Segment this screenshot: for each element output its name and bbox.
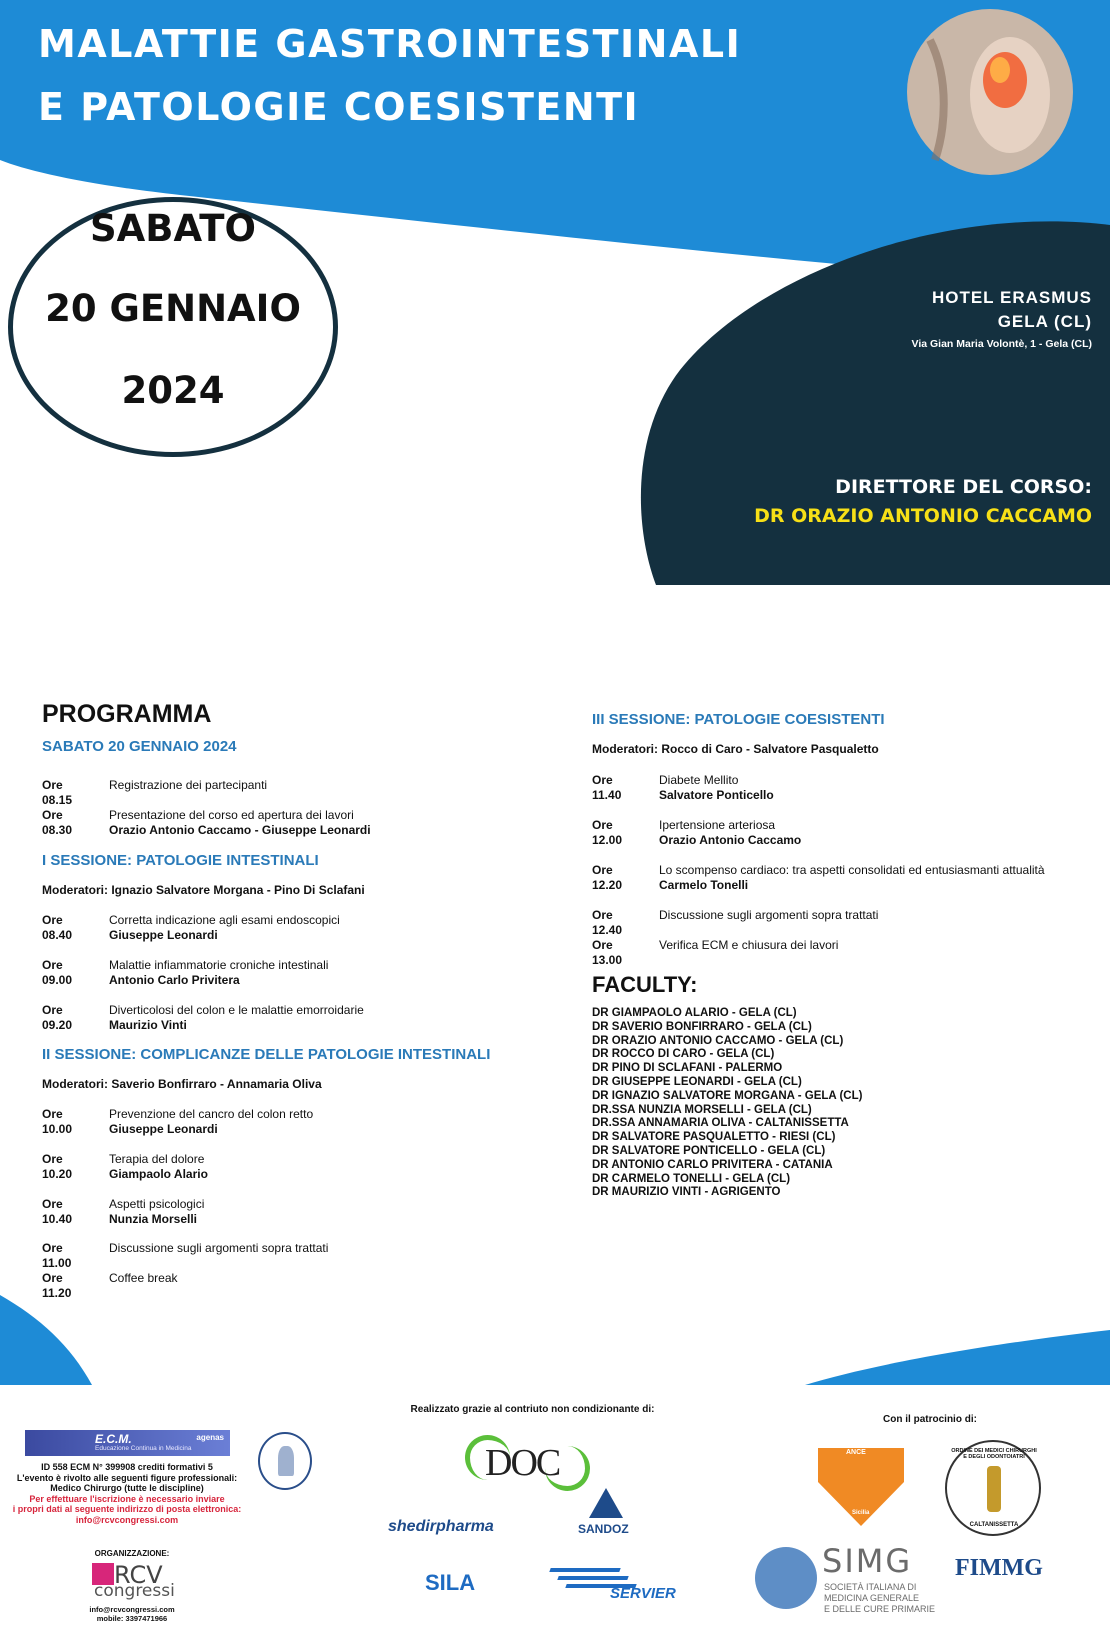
- ecm-banner: E.C.M. Educazione Continua in Medicina agenas: [25, 1430, 230, 1456]
- session1-title: I SESSIONE: PATOLOGIE INTESTINALI: [42, 852, 319, 869]
- ordine-medici-seal-icon: ORDINE DEI MEDICI CHIRURGHI E DEGLI ODONTOIATRI CALTANISSETTA: [945, 1440, 1041, 1536]
- faculty-member: DR SALVATORE PONTICELLO - GELA (CL): [592, 1144, 826, 1157]
- faculty-member: DR GIAMPAOLO ALARIO - GELA (CL): [592, 1007, 797, 1019]
- date-day: SABATO: [90, 207, 256, 250]
- simg-globe-icon: [755, 1547, 817, 1609]
- title-line-2: E PATOLOGIE COESISTENTI: [38, 85, 640, 129]
- faculty-member: DR SALVATORE PASQUALETTO - RIESI (CL): [592, 1131, 836, 1144]
- director-label: DIRETTORE DEL CORSO:: [835, 476, 1092, 498]
- fimmg-logo: FIMMG: [955, 1555, 1043, 1581]
- session3-title: III SESSIONE: PATOLOGIE COESISTENTI: [592, 711, 885, 728]
- faculty-member: DR.SSA NUNZIA MORSELLI - GELA (CL): [592, 1103, 812, 1116]
- session1-moderators: Moderatori: Ignazio Salvatore Morgana - Pino Di Sclafani: [42, 883, 365, 897]
- matris-seal-icon: [258, 1432, 312, 1490]
- title-line-1: MALATTIE GASTROINTESTINALI: [38, 22, 742, 66]
- ecm-info: ID 558 ECM N° 399908 crediti formativi 5 L'evento è rivolto alle seguenti figure professionali: Medico Chirurgo (tutte le discipline) Per effettuare l'iscrizione è necessario inviare i propri dati al seguente indirizzo di posta elettronica: info@rcvcongressi.com: [12, 1462, 242, 1525]
- faculty-member: DR MAURIZIO VINTI - AGRIGENTO: [592, 1186, 781, 1199]
- organizer-label: ORGANIZZAZIONE:: [94, 1549, 170, 1558]
- programme-date: SABATO 20 GENNAIO 2024: [42, 738, 237, 755]
- faculty-member: DR ROCCO DI CARO - GELA (CL): [592, 1048, 775, 1061]
- venue-navy-panel: [641, 221, 1110, 585]
- organizer-contacts: info@rcvcongressi.com mobile: 3397471966: [89, 1605, 175, 1623]
- shedirpharma-logo: shedirpharma: [388, 1518, 494, 1535]
- faculty-member: DR ANTONIO CARLO PRIVITERA - CATANIA: [592, 1158, 833, 1171]
- doc-logo: DOC: [465, 1435, 590, 1491]
- footer-right-blue: [805, 1330, 1110, 1385]
- venue-hotel: HOTEL ERASMUS: [931, 288, 1092, 307]
- date-date: 20 GENNAIO: [45, 287, 301, 330]
- faculty-member: DR IGNAZIO SALVATORE MORGANA - GELA (CL): [592, 1089, 863, 1102]
- programme-heading: PROGRAMMA: [42, 700, 212, 728]
- footer-left-blue: [0, 1295, 92, 1385]
- faculty-member: DR SAVERIO BONFIRRARO - GELA (CL): [592, 1020, 812, 1033]
- faculty-heading: FACULTY:: [592, 972, 698, 997]
- ance-logo: ANCE Sicilia: [818, 1448, 904, 1526]
- session2-moderators: Moderatori: Saverio Bonfirraro - Annamaria Oliva: [42, 1077, 322, 1091]
- sandoz-logo: SANDOZ: [575, 1488, 635, 1540]
- rcv-congressi-logo: RCV congressi: [94, 1561, 175, 1601]
- servier-logo: SERVIER: [550, 1560, 680, 1604]
- session2-title: II SESSIONE: COMPLICANZE DELLE PATOLOGIE INTESTINALI: [42, 1046, 491, 1063]
- date-year: 2024: [121, 369, 225, 412]
- faculty-member: DR GIUSEPPE LEONARDI - GELA (CL): [592, 1075, 802, 1088]
- faculty-member: DR PINO DI SCLAFANI - PALERMO: [592, 1062, 783, 1075]
- faculty-member: DR ORAZIO ANTONIO CACCAMO - GELA (CL): [592, 1034, 844, 1047]
- patronage-label: Con il patrocinio di:: [883, 1414, 977, 1425]
- simg-logo: SIMG SOCIETÀ ITALIANA DI MEDICINA GENERALE E DELLE CURE PRIMARIE: [822, 1542, 936, 1614]
- sponsors-label: Realizzato grazie al contriuto non condizionante di:: [410, 1404, 655, 1415]
- date-circle: [8, 197, 338, 457]
- faculty-member: DR.SSA ANNAMARIA OLIVA - CALTANISSETTA: [592, 1117, 849, 1130]
- session3-moderators: Moderatori: Rocco di Caro - Salvatore Pasqualetto: [592, 742, 879, 756]
- venue-city: GELA (CL): [997, 312, 1092, 331]
- abdominal-pain-photo-icon: [907, 9, 1073, 175]
- sila-logo: SILA: [425, 1570, 476, 1595]
- venue-address: Via Gian Maria Volontè, 1 - Gela (CL): [911, 338, 1092, 350]
- director-name: DR ORAZIO ANTONIO CACCAMO: [754, 505, 1092, 527]
- faculty-member: DR CARMELO TONELLI - GELA (CL): [592, 1172, 791, 1185]
- faculty-list: [592, 1007, 862, 1200]
